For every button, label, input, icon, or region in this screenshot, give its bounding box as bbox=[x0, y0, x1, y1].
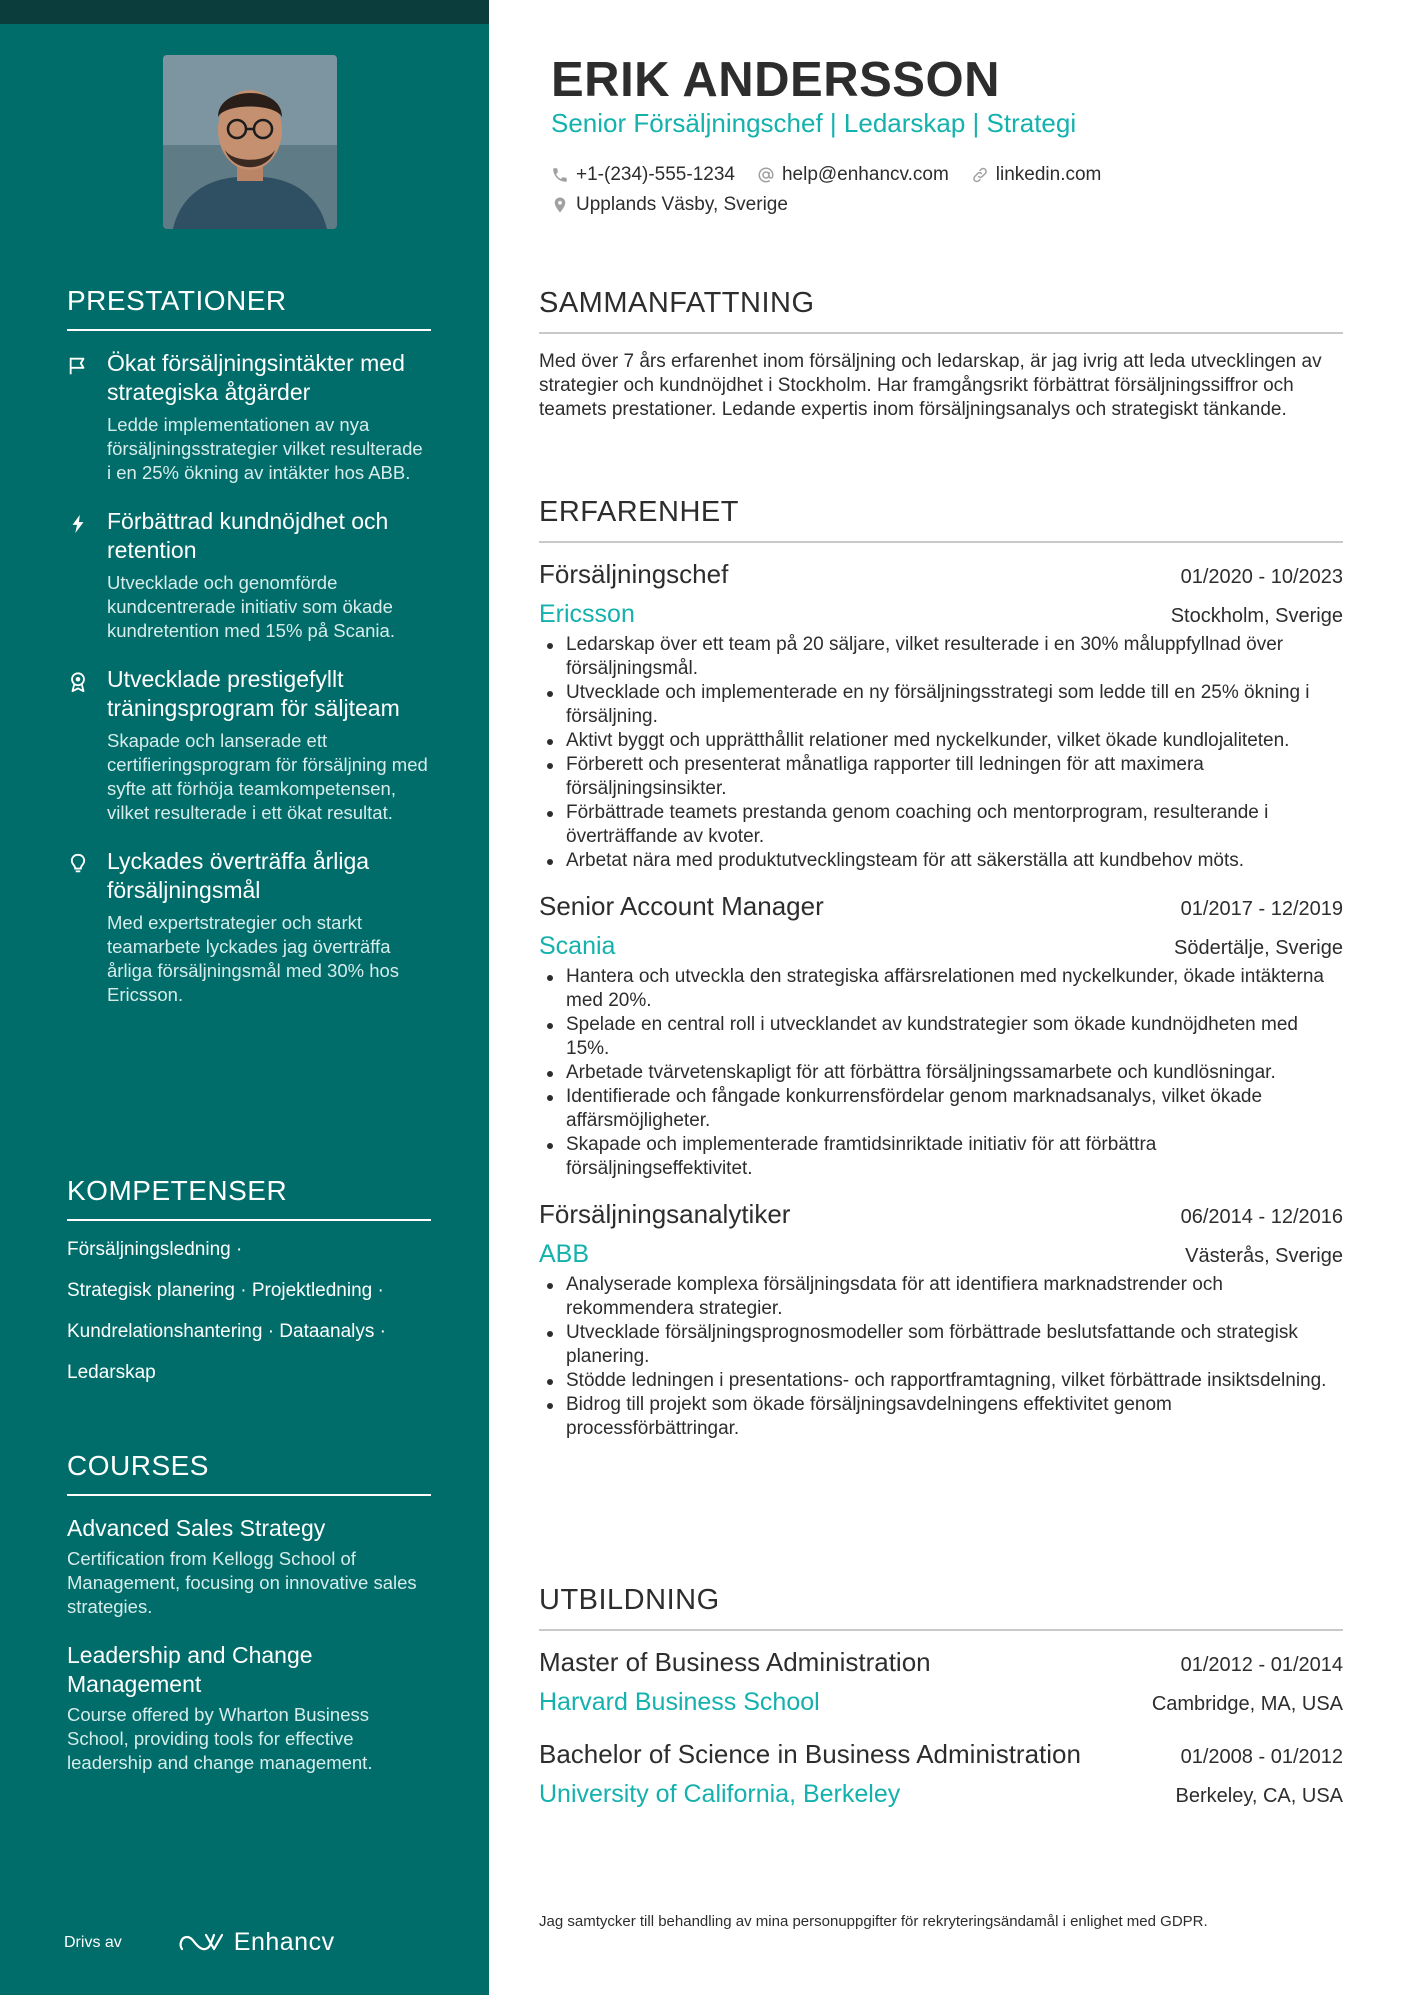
course-description: Certification from Kellogg School of Management, focusing on innovative sales strategies. bbox=[67, 1548, 417, 1617]
flag-icon bbox=[67, 349, 107, 485]
job-company: Ericsson bbox=[539, 600, 635, 628]
degree-title: Bachelor of Science in Business Administration bbox=[539, 1739, 1081, 1769]
course-title: Advanced Sales Strategy bbox=[67, 1515, 326, 1541]
skills-line: Försäljningsledning · bbox=[67, 1239, 243, 1260]
bolt-icon bbox=[67, 507, 107, 643]
job-bullet: Skapade och implementerade framtidsinriktade initiativ för att förbättra försäljningseffektivitet. bbox=[539, 1133, 1343, 1181]
education-entry bbox=[539, 1647, 1343, 1717]
job-dates: 01/2017 - 12/2019 bbox=[1180, 898, 1343, 920]
achievement-title: Lyckades överträffa årliga försäljningsmål bbox=[107, 848, 370, 903]
course-title: Leadership and Change Management bbox=[67, 1642, 313, 1697]
candidate-headline: Senior Försäljningschef | Ledarskap | Strategi bbox=[551, 108, 1077, 138]
job-entry bbox=[539, 1199, 1343, 1441]
location-pin-icon bbox=[551, 196, 569, 214]
phone-contact[interactable] bbox=[551, 164, 735, 186]
skills-line: Kundrelationshantering · Dataanalys · bbox=[67, 1321, 386, 1342]
job-bullet: Bidrog till projekt som ökade försäljningsavdelningens effektivitet genom processförbättringar. bbox=[539, 1393, 1343, 1441]
job-location: Stockholm, Sverige bbox=[1170, 605, 1343, 627]
sidebar bbox=[0, 0, 489, 1995]
skills-heading: KOMPETENSER bbox=[67, 1175, 431, 1221]
enhancv-logo[interactable] bbox=[178, 1928, 335, 1957]
achievement-description: Skapade och lanserade ett certifieringsprogram för försäljning med syfte att förhöja teamkompetensen, vilket resulterade i ett ökat resultat. bbox=[107, 730, 428, 823]
achievement-item bbox=[67, 507, 431, 643]
job-location: Södertälje, Sverige bbox=[1174, 937, 1343, 959]
website-contact[interactable] bbox=[971, 164, 1102, 186]
gdpr-consent: Jag samtycker till behandling av mina personuppgifter för rekryteringsändamål i enlighet med GDPR. bbox=[539, 1913, 1208, 1930]
experience-section bbox=[539, 496, 1343, 1459]
experience-heading: ERFARENHET bbox=[539, 496, 1343, 543]
summary-text: Med över 7 års erfarenhet inom försäljning och ledarskap, är jag ivrig att leda utvecklingen av strategier och kundnöjdhet i Stockholm. Har framgångsrikt förbättrat försäljningssiffror och teamets prestationer. Ledande expertis inom försäljningsanalys och strategiskt tänkande. bbox=[539, 351, 1322, 420]
achievements-heading: PRESTATIONER bbox=[67, 285, 431, 331]
website-text: linkedin.com bbox=[995, 164, 1102, 185]
lightbulb-icon bbox=[67, 847, 107, 1007]
achievement-title: Förbättrad kundnöjdhet och retention bbox=[107, 508, 389, 563]
contact-row bbox=[551, 190, 1351, 220]
school-location: Cambridge, MA, USA bbox=[1151, 1693, 1343, 1715]
email-text: help@enhancv.com bbox=[781, 164, 949, 185]
job-bullet: Spelade en central roll i utvecklandet av kundstrategier som ökade kundnöjdheten med 15%. bbox=[539, 1013, 1343, 1061]
powered-by-label: Drivs av bbox=[64, 1933, 122, 1951]
education-entry bbox=[539, 1739, 1343, 1809]
job-bullet: Ledarskap över ett team på 20 säljare, vilket resulterade i en 30% måluppfyllnad över försäljningsmål. bbox=[539, 633, 1343, 681]
location-text: Upplands Väsby, Sverige bbox=[576, 194, 788, 215]
summary-heading: SAMMANFATTNING bbox=[539, 287, 1343, 334]
job-entry bbox=[539, 891, 1343, 1181]
school-location: Berkeley, CA, USA bbox=[1175, 1785, 1343, 1807]
at-icon bbox=[757, 166, 775, 184]
education-section bbox=[539, 1584, 1343, 1831]
course-item bbox=[67, 1514, 431, 1619]
skills-line: Strategisk planering · Projektledning · bbox=[67, 1280, 384, 1301]
summary-section bbox=[539, 287, 1343, 422]
courses-heading: COURSES bbox=[67, 1450, 431, 1496]
job-company: Scania bbox=[539, 932, 616, 960]
job-dates: 01/2020 - 10/2023 bbox=[1180, 566, 1343, 588]
course-item bbox=[67, 1641, 431, 1775]
job-bullet: Utvecklade och implementerade en ny försäljningsstrategi som ledde till en 25% ökning i försäljning. bbox=[539, 681, 1343, 729]
job-bullet: Arbetat nära med produktutvecklingsteam för att säkerställa att kundbehov möts. bbox=[539, 849, 1343, 873]
job-bullet: Utvecklade försäljningsprognosmodeller som förbättrade beslutsfattande och strategisk planering. bbox=[539, 1321, 1343, 1369]
skills-line: Ledarskap bbox=[67, 1362, 156, 1383]
education-dates: 01/2012 - 01/2014 bbox=[1180, 1654, 1343, 1676]
job-bullet: Aktivt byggt och upprätthållit relationer med nyckelkunder, vilket ökade kundlojaliteten. bbox=[539, 729, 1343, 753]
sidebar-top-bar bbox=[0, 0, 489, 24]
contact-row bbox=[551, 160, 1351, 190]
phone-icon bbox=[551, 166, 569, 184]
job-bullets bbox=[539, 1273, 1343, 1441]
email-contact[interactable] bbox=[757, 164, 949, 186]
achievement-description: Utvecklade och genomförde kundcentrerade initiativ som ökade kundretention med 15% på Scania. bbox=[107, 572, 395, 641]
phone-text: +1-(234)-555-1234 bbox=[576, 164, 735, 185]
job-bullet: Arbetade tvärvetenskapligt för att förbättra försäljningssamarbete och kundlösningar. bbox=[539, 1061, 1343, 1085]
achievement-item bbox=[67, 349, 431, 485]
contact-info bbox=[551, 160, 1351, 220]
school-name: Harvard Business School bbox=[539, 1688, 820, 1716]
course-description: Course offered by Wharton Business School, providing tools for effective leadership and change management. bbox=[67, 1704, 373, 1773]
location-contact bbox=[551, 194, 788, 216]
candidate-name: ERIK ANDERSSON bbox=[551, 53, 1000, 107]
school-name: University of California, Berkeley bbox=[539, 1780, 901, 1808]
enhancv-logo-icon bbox=[178, 1931, 224, 1955]
education-dates: 01/2008 - 01/2012 bbox=[1180, 1746, 1343, 1768]
degree-title: Master of Business Administration bbox=[539, 1647, 931, 1677]
enhancv-logo-text: Enhancv bbox=[233, 1928, 335, 1956]
skills-list bbox=[67, 1229, 431, 1393]
job-bullets bbox=[539, 633, 1343, 873]
job-bullet: Hantera och utveckla den strategiska affärsrelationen med nyckelkunder, ökade intäkterna med 20%. bbox=[539, 965, 1343, 1013]
achievements-section bbox=[67, 285, 431, 1029]
achievement-item bbox=[67, 847, 431, 1007]
job-dates: 06/2014 - 12/2016 bbox=[1180, 1206, 1343, 1228]
skills-section bbox=[67, 1175, 431, 1393]
job-bullets bbox=[539, 965, 1343, 1181]
achievement-title: Utvecklade prestigefyllt träningsprogram för säljteam bbox=[107, 666, 400, 721]
job-bullet: Analyserade komplexa försäljningsdata för att identifiera marknadstrender och rekommendera strategier. bbox=[539, 1273, 1343, 1321]
job-bullet: Identifierade och fångade konkurrensfördelar genom marknadsanalys, vilket ökade affärsmöjligheter. bbox=[539, 1085, 1343, 1133]
job-entry bbox=[539, 559, 1343, 873]
job-bullet: Förbättrade teamets prestanda genom coaching och mentorprogram, resulterande i överträffande av kvoter. bbox=[539, 801, 1343, 849]
education-heading: UTBILDNING bbox=[539, 1584, 1343, 1631]
profile-photo bbox=[163, 55, 337, 229]
courses-section bbox=[67, 1450, 431, 1797]
job-title: Försäljningsanalytiker bbox=[539, 1199, 791, 1229]
link-icon bbox=[971, 166, 989, 184]
powered-by bbox=[64, 1928, 335, 1957]
achievement-title: Ökat försäljningsintäkter med strategiska åtgärder bbox=[107, 350, 405, 405]
award-icon bbox=[67, 665, 107, 825]
achievement-description: Med expertstrategier och starkt teamarbete lyckades jag överträffa årliga försäljningsmål med 30% hos Ericsson. bbox=[107, 912, 400, 1005]
job-company: ABB bbox=[539, 1240, 590, 1268]
achievement-description: Ledde implementationen av nya försäljningsstrategier vilket resulterade i en 25% ökning av intäkter hos ABB. bbox=[107, 414, 423, 483]
job-title: Försäljningschef bbox=[539, 559, 729, 589]
job-bullet: Förberett och presenterat månatliga rapporter till ledningen för att maximera försäljningsinsikter. bbox=[539, 753, 1343, 801]
job-title: Senior Account Manager bbox=[539, 891, 824, 921]
job-bullet: Stödde ledningen i presentations- och rapportframtagning, vilket förbättrade insiktsdelning. bbox=[539, 1369, 1343, 1393]
job-location: Västerås, Sverige bbox=[1185, 1245, 1343, 1267]
achievement-item bbox=[67, 665, 431, 825]
